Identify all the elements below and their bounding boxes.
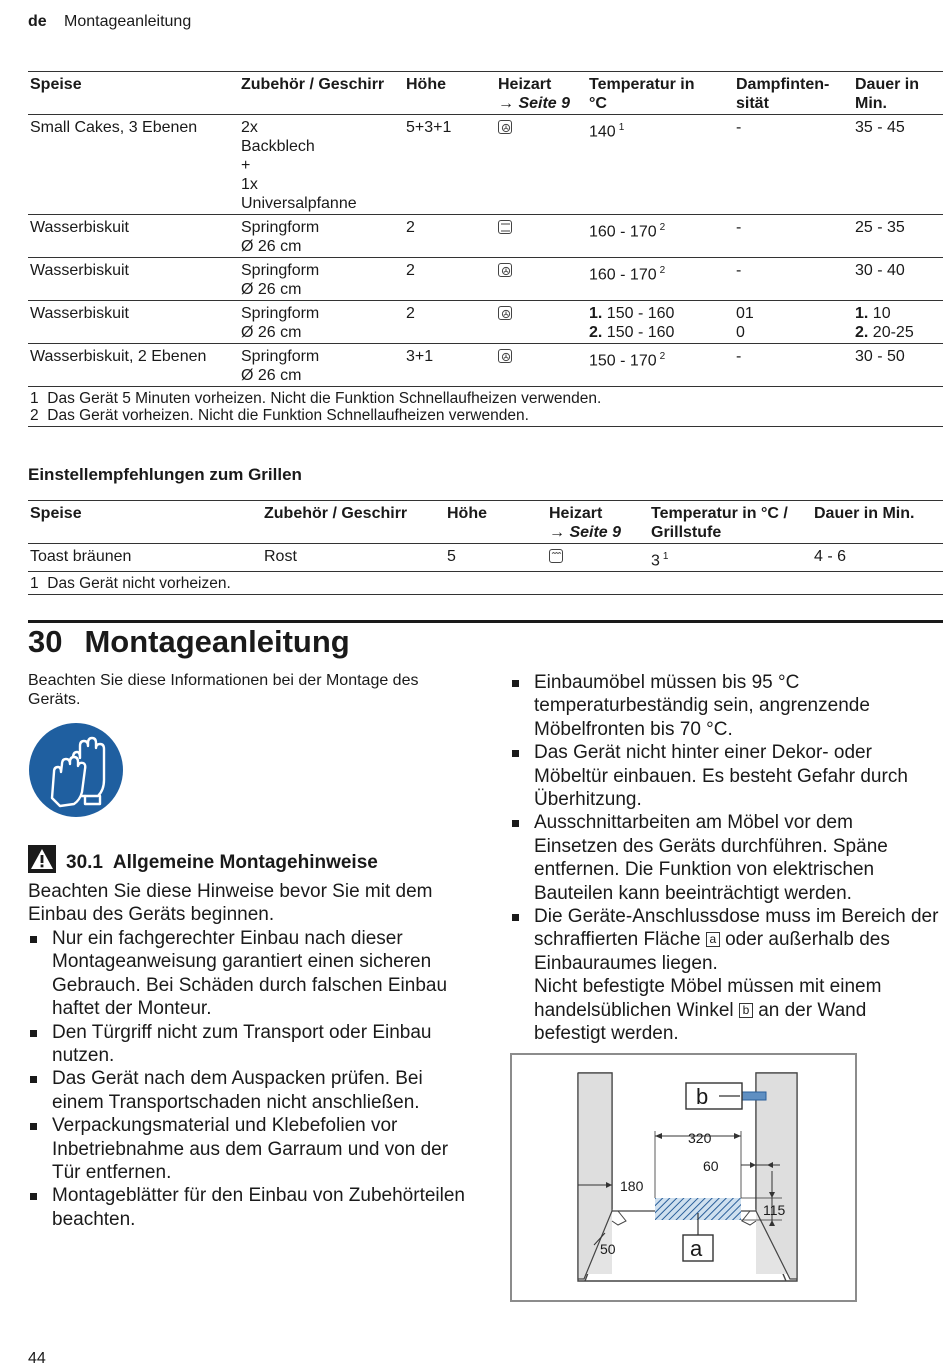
col-header-food: Speise: [28, 501, 262, 544]
cell-duration: 25 - 35: [853, 215, 943, 258]
list-item: Montageblätter für den Einbau von Zubehörteilen beachten.: [28, 1184, 468, 1231]
cell-food: Wasserbiskuit: [28, 215, 239, 258]
chapter-intro: Beachten Sie diese Informationen bei der Montage des Geräts.: [28, 672, 419, 708]
cell-heat-type: [547, 544, 649, 572]
col-header-temperature: Temperatur in °C / Grillstufe: [649, 501, 812, 544]
section-intro: Beachten Sie diese Hinweise bevor Sie mit dem Einbau des Geräts beginnen.: [28, 881, 433, 926]
cell-temperature: 160 - 170 $^2$: [587, 258, 734, 301]
cell-food: Wasserbiskuit: [28, 258, 239, 301]
table-row: [28, 344, 943, 387]
fan-heat-icon: [498, 263, 512, 277]
fan-heat-icon: [498, 120, 512, 134]
footnote-mark: 2: [659, 351, 666, 362]
page-reference: → Seite 9: [498, 95, 571, 112]
cell-food: Wasserbiskuit: [28, 301, 239, 344]
footnote-mark: 1: [618, 122, 625, 133]
marker-a: a: [706, 932, 720, 947]
cell-height: 5: [445, 544, 547, 572]
dimension-320: 320: [688, 1130, 712, 1146]
cell-steam: -: [734, 344, 853, 387]
cell-temperature: 160 - 170 $^2$: [587, 215, 734, 258]
col-header-duration: Dauer in Min.: [853, 72, 943, 115]
col-header-heat-type: Heizart → Seite 9: [547, 501, 649, 544]
table-header-row: [28, 501, 943, 544]
list-item: Einbaumöbel müssen bis 95 °C temperaturbeständig sein, angrenzende Möbelfronten bis 70 °C.: [510, 671, 940, 741]
header-title: Montageanleitung: [64, 13, 192, 30]
col-header-temperature: Temperatur in °C: [587, 72, 734, 115]
col-header-duration: Dauer in Min.: [812, 501, 943, 544]
table-row: [28, 544, 943, 572]
cell-duration: 30 - 40: [853, 258, 943, 301]
grill-icon: [549, 549, 563, 563]
installation-diagram: [510, 1053, 858, 1308]
cell-temperature: 1. 150 - 160 2. 150 - 160: [587, 301, 734, 344]
section-number: 30.1: [66, 852, 103, 873]
left-bullet-list: [28, 927, 468, 1231]
baking-table: [28, 71, 943, 427]
cell-duration: 4 - 6: [812, 544, 943, 572]
col-header-steam: Dampfinten- sität: [734, 72, 853, 115]
cell-accessory: Springform Ø 26 cm: [239, 344, 404, 387]
fan-heat-icon: [498, 349, 512, 363]
cell-duration: 1. 10 2. 20-25: [853, 301, 943, 344]
list-item: Das Gerät nach dem Auspacken prüfen. Bei einem Transportschaden nicht anschließen.: [28, 1067, 468, 1114]
list-item: Das Gerät nicht hinter einer Dekor- oder Möbeltür einbauen. Es besteht Gefahr durch Überhitzung.: [510, 741, 940, 811]
grill-table: [28, 500, 943, 595]
dimension-50: 50: [600, 1241, 616, 1257]
cell-steam: 01 0: [734, 301, 853, 344]
cell-heat-type: [496, 301, 587, 344]
list-item: Verpackungsmaterial und Klebefolien vor Inbetriebnahme aus dem Garraum und von der Tür entfernen.: [28, 1114, 468, 1184]
chapter-title: 30 Montageanleitung: [28, 624, 350, 659]
dimension-60: 60: [703, 1158, 719, 1174]
table-row: [28, 215, 943, 258]
dimension-115: 115: [763, 1202, 786, 1218]
cell-food: Small Cakes, 3 Ebenen: [28, 115, 239, 215]
col-header-height: Höhe: [404, 72, 496, 115]
cell-food: Wasserbiskuit, 2 Ebenen: [28, 344, 239, 387]
cell-duration: 35 - 45: [853, 115, 943, 215]
top-bottom-heat-icon: [498, 220, 512, 234]
cell-steam: -: [734, 258, 853, 301]
cell-heat-type: [496, 215, 587, 258]
cell-steam: -: [734, 115, 853, 215]
col-header-accessory: Zubehör / Geschirr: [262, 501, 445, 544]
table-header-row: [28, 72, 943, 115]
cell-height: 3+1: [404, 344, 496, 387]
cell-heat-type: [496, 344, 587, 387]
table-row: [28, 258, 943, 301]
grill-section-title: Einstellempfehlungen zum Grillen: [28, 465, 302, 484]
cell-heat-type: [496, 258, 587, 301]
list-item: Ausschnittarbeiten am Möbel vor dem Einsetzen des Geräts durchführen. Späne entfernen. Die Funktion von elektrischen Bauteilen kann beeinträchtigt werden.: [510, 811, 940, 905]
cell-steam: -: [734, 215, 853, 258]
table-row: [28, 301, 943, 344]
cell-food: Toast bräunen: [28, 544, 262, 572]
list-item: Den Türgriff nicht zum Transport oder Einbau nutzen.: [28, 1021, 468, 1068]
cell-accessory: Springform Ø 26 cm: [239, 301, 404, 344]
table-row: [28, 115, 943, 215]
cell-accessory: Springform Ø 26 cm: [239, 258, 404, 301]
cell-accessory: 2x Backblech + 1x Universalpfanne: [239, 115, 404, 215]
list-item: Die Geräte-Anschlussdose muss im Bereich der schraffierten Fläche a oder außerhalb des Einbauraumes liegen. Nicht befestigte Möbel müssen mit einem handelsüblichen Winkel b an der Wand befestigt werden.: [510, 905, 940, 1045]
cell-height: 2: [404, 301, 496, 344]
cell-accessory: Springform Ø 26 cm: [239, 215, 404, 258]
cell-accessory: Rost: [262, 544, 445, 572]
cell-temperature: 3 $^1$: [649, 544, 812, 572]
footnote-mark: 2: [659, 265, 666, 276]
dimension-180: 180: [620, 1178, 644, 1194]
language-code: de: [28, 13, 47, 30]
cell-height: 2: [404, 215, 496, 258]
chapter-divider: [28, 620, 943, 623]
cell-height: 2: [404, 258, 496, 301]
cell-temperature: 150 - 170 $^2$: [587, 344, 734, 387]
table-footnote: 1 Das Gerät 5 Minuten vorheizen. Nicht die Funktion Schnellaufheizen verwenden. 2 Das Gerät vorheizen. Nicht die Funktion Schnellaufheizen verwenden.: [28, 387, 943, 427]
marker-b: b: [739, 1003, 753, 1018]
cell-duration: 30 - 50: [853, 344, 943, 387]
page-number: 44: [28, 1350, 46, 1367]
col-header-heat-type: Heizart → Seite 9: [496, 72, 587, 115]
label-b: b: [696, 1084, 709, 1109]
col-header-food: Speise: [28, 72, 239, 115]
col-header-accessory: Zubehör / Geschirr: [239, 72, 404, 115]
section-title: 30.1 Allgemeine Montagehinweise: [66, 852, 378, 873]
warning-icon: [28, 845, 56, 878]
cell-temperature: 140 $^1$: [587, 115, 734, 215]
table-footnote: 1 Das Gerät nicht vorheizen.: [28, 572, 943, 595]
footnote-mark: 1: [662, 551, 669, 562]
fan-heat-icon: [498, 306, 512, 320]
cell-height: 5+3+1: [404, 115, 496, 215]
wear-gloves-icon: [28, 722, 124, 823]
chapter-number: 30: [28, 624, 63, 659]
right-bullet-list: [510, 671, 940, 1046]
list-item: Nur ein fachgerechter Einbau nach dieser Montageanweisung garantiert einen sicheren Gebrauch. Bei Schäden durch falschen Einbau haftet der Monteur.: [28, 927, 468, 1021]
col-header-height: Höhe: [445, 501, 547, 544]
label-a: a: [690, 1236, 703, 1261]
page-reference: → Seite 9: [549, 524, 622, 541]
cell-heat-type: [496, 115, 587, 215]
footnote-mark: 2: [659, 222, 666, 233]
